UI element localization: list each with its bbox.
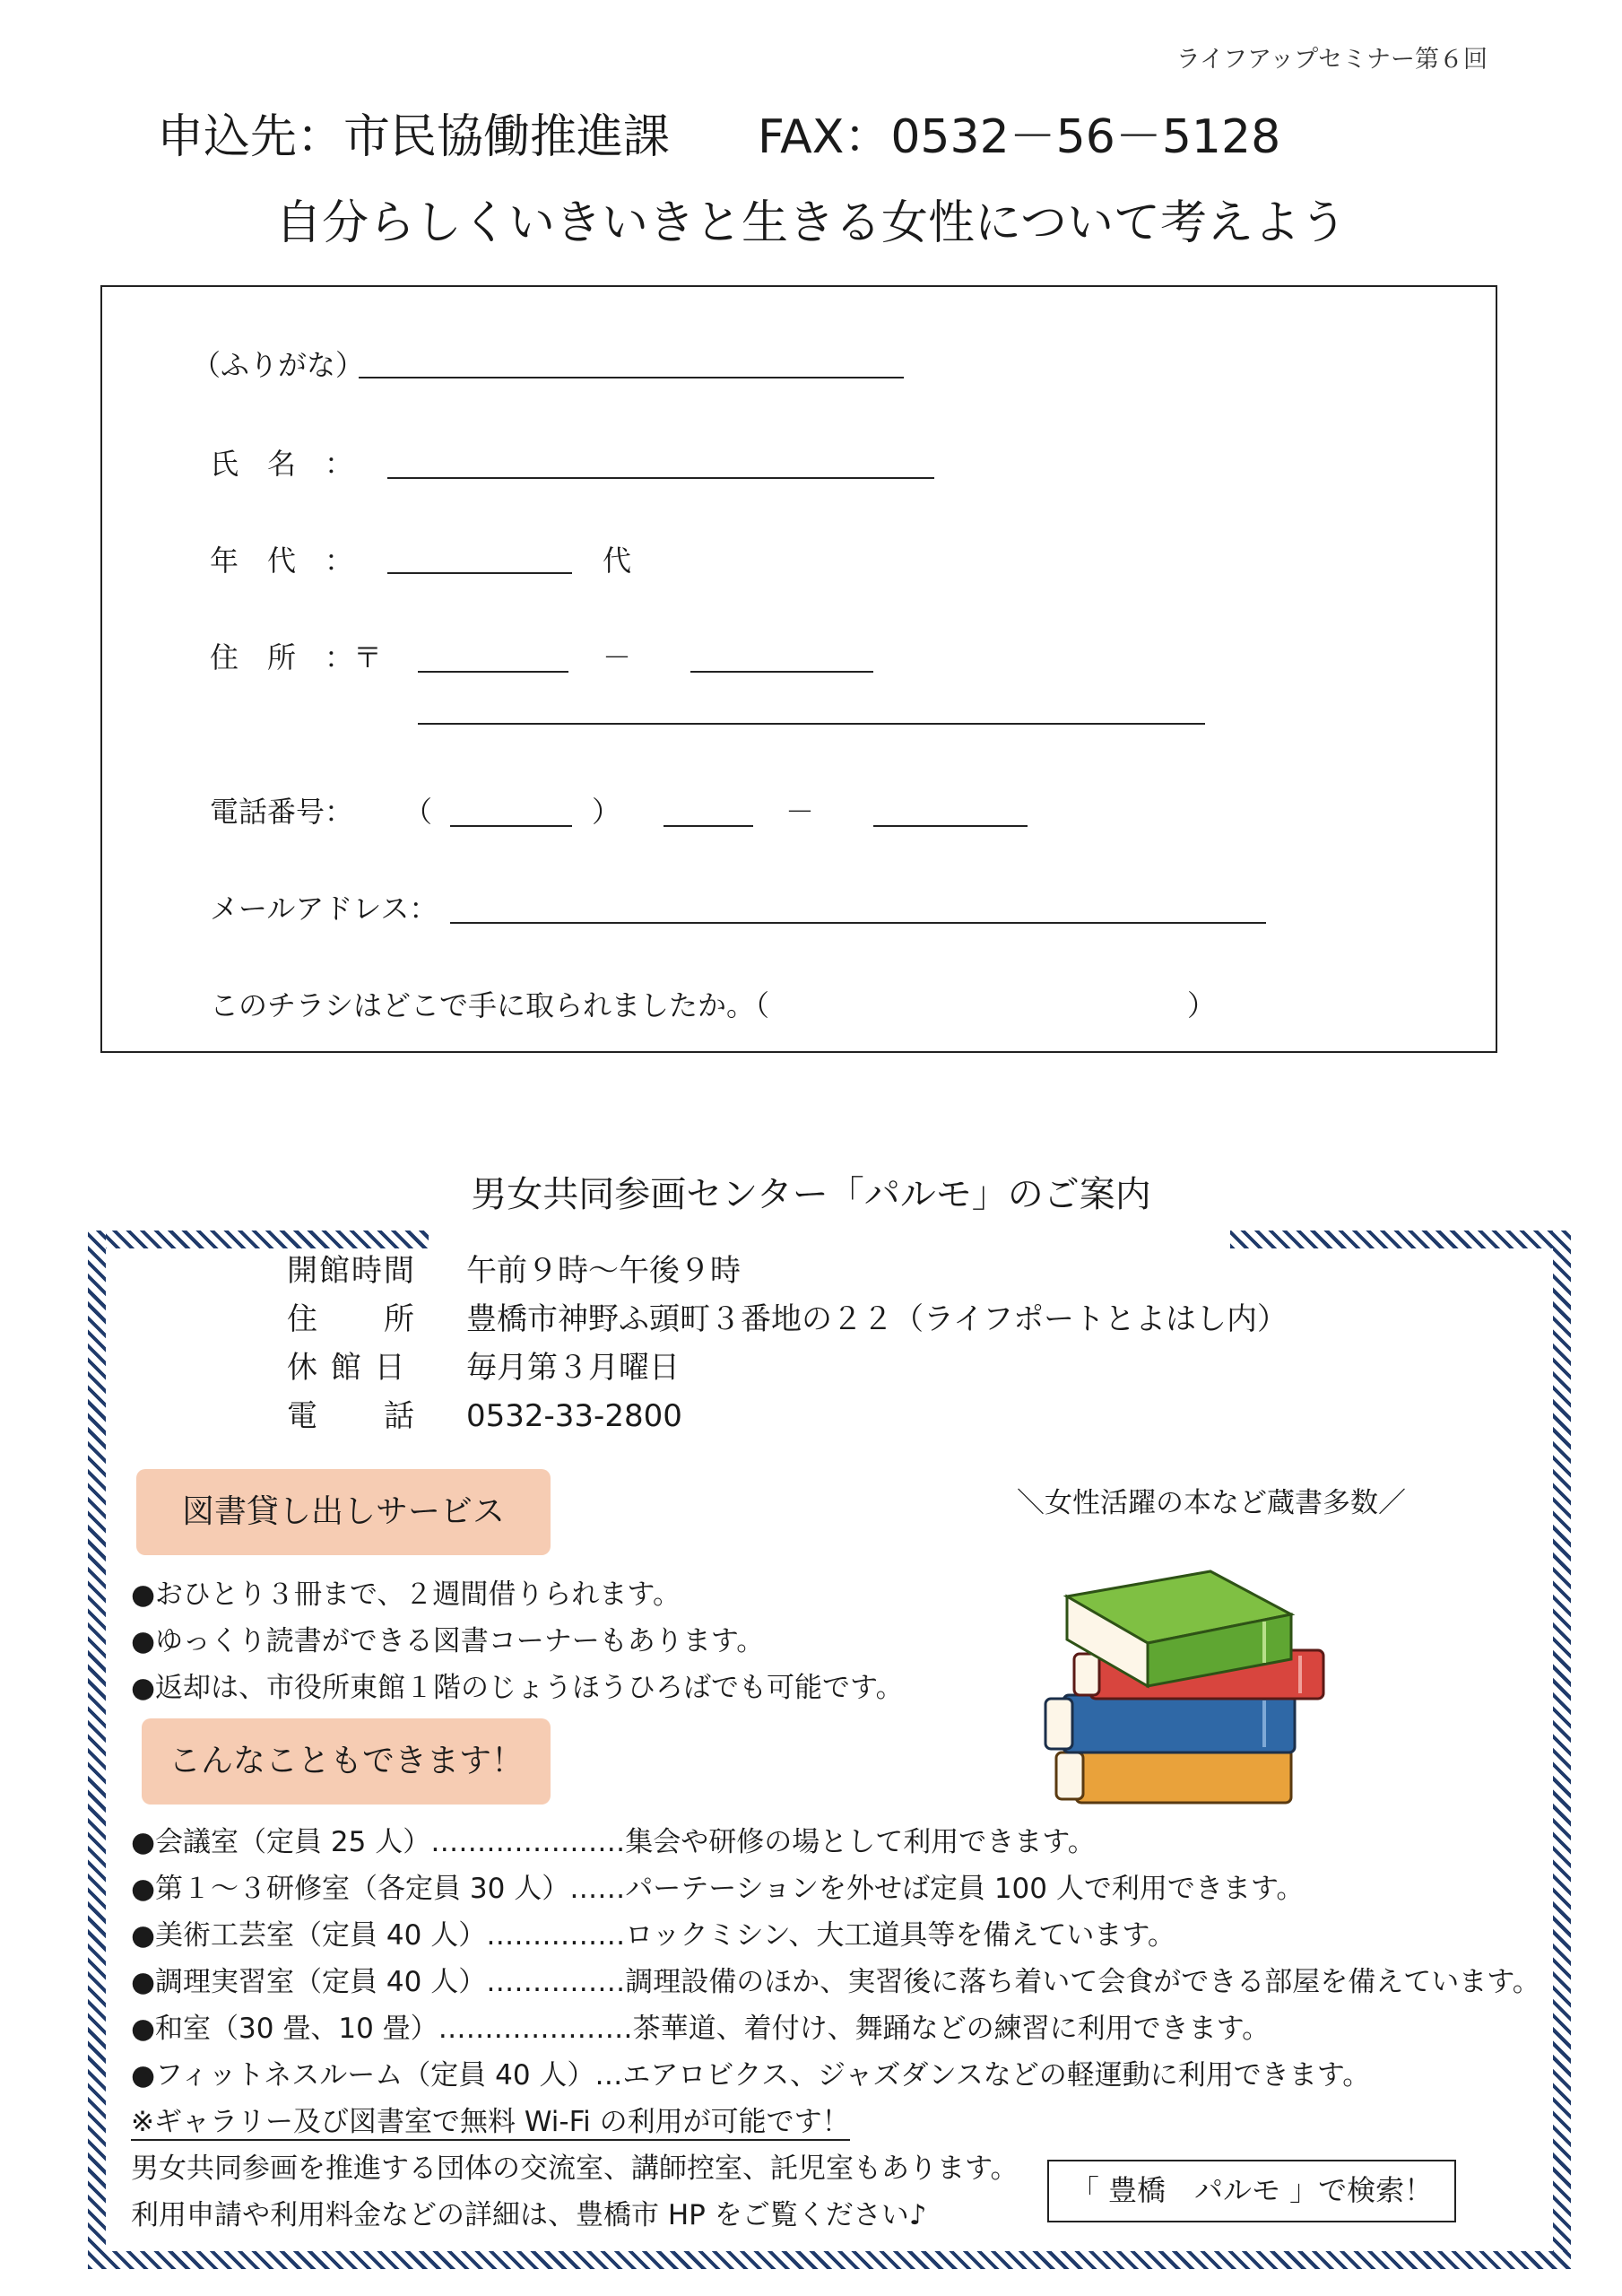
phone-area-field[interactable] — [450, 825, 572, 827]
age-unit: 代 — [603, 544, 632, 578]
address-label: 住 所 ：〒 — [210, 640, 383, 674]
info-row-closed — [287, 1344, 1288, 1392]
apply-line — [157, 99, 1281, 166]
book-orange — [1056, 1749, 1291, 1803]
rooms-note: 男女共同参画を推進する団体の交流室、講師控室、託児室もあります。 — [131, 2152, 1019, 2185]
postal-dash: － — [603, 640, 632, 674]
furigana-field[interactable] — [359, 377, 904, 378]
info-table — [287, 1247, 1288, 1440]
phone-paren-close: ） — [592, 795, 621, 829]
room-item: ●調理実習室（定員 40 人）……………調理設備のほか、実習後に落ち着いて会食ができる部屋を備えています。 — [131, 1966, 1540, 1998]
library-item: ●返却は、市役所東館１階のじょうほうひろばでも可能です。 — [131, 1672, 904, 1704]
info-row-address — [287, 1295, 1288, 1344]
age-field[interactable] — [387, 572, 572, 574]
info-value: 豊橋市神野ふ頭町３番地の２２（ライフポートとよはし内） — [466, 1301, 1288, 1337]
can-do-badge: こんなこともできます！ — [142, 1718, 551, 1805]
details-note: 利用申請や利用料金などの詳細は、豊橋市 HP をご覧ください♪ — [131, 2199, 927, 2231]
center-title: 男女共同参画センター「パルモ」のご案内 — [471, 1174, 1151, 1215]
border-stripe-top-right — [1230, 1231, 1571, 1248]
apply-to: 申込先：市民協働推進課 — [157, 110, 671, 164]
series-note: ライフアップセミナー第６回 — [1175, 46, 1488, 74]
application-form — [100, 285, 1497, 1053]
page-title: 自分らしくいきいきと生きる女性について考えよう — [275, 196, 1347, 250]
room-item: ●第１～３研修室（各定員 30 人）……パーテーションを外せば定員 100 人で利用できます。 — [131, 1873, 1305, 1905]
email-label: メールアドレス： — [210, 891, 438, 926]
books-icon — [1040, 1561, 1345, 1830]
address-field[interactable] — [418, 723, 1205, 725]
border-stripe-bottom — [88, 2251, 1571, 2269]
postal-code-1-field[interactable] — [418, 671, 568, 673]
room-item: ●和室（30 畳、10 畳）…………………茶華道、着付け、舞踊などの練習に利用できます。 — [131, 2013, 1271, 2045]
room-item: ●フィットネスルーム（定員 40 人）…エアロビクス、ジャズダンスなどの軽運動に利用できます。 — [131, 2059, 1371, 2092]
info-value: 0532-33-2800 — [466, 1398, 682, 1434]
search-hint-box: 「 豊橋 パルモ 」で検索！ — [1047, 2160, 1456, 2222]
info-row-hours — [287, 1247, 1288, 1295]
info-row-phone — [287, 1392, 1288, 1440]
phone-dash: － — [785, 795, 815, 829]
room-item: ●会議室（定員 25 人）…………………集会や研修の場として利用できます。 — [131, 1826, 1096, 1858]
info-key: 住 所 — [287, 1301, 416, 1337]
fax-number: FAX：0532－56－5128 — [758, 110, 1281, 164]
info-key: 電 話 — [287, 1398, 416, 1434]
room-item: ●美術工芸室（定員 40 人）……………ロックミシン、大工道具等を備えています。 — [131, 1919, 1175, 1952]
info-key: 開館時間 — [287, 1253, 416, 1289]
info-value: 毎月第３月曜日 — [466, 1350, 680, 1386]
border-stripe-right — [1553, 1231, 1571, 2269]
phone-label: 電話番号： — [210, 795, 354, 829]
age-label: 年 代 ： — [210, 544, 354, 578]
books-caption: ＼女性活躍の本など蔵書多数／ — [1017, 1487, 1406, 1519]
source-close-paren: ） — [1187, 988, 1217, 1022]
phone-number-field[interactable] — [873, 825, 1028, 827]
border-stripe-left — [88, 1231, 106, 2269]
book-blue — [1045, 1695, 1295, 1752]
source-question: このチラシはどこで手に取られましたか。（ — [210, 988, 770, 1022]
wifi-note: ※ギャラリー及び図書室で無料 Wi-Fi の利用が可能です！ — [131, 2099, 850, 2141]
postal-code-2-field[interactable] — [690, 671, 873, 673]
library-service-badge: 図書貸し出しサービス — [136, 1469, 551, 1555]
phone-paren-open: （ — [403, 795, 433, 829]
library-item: ●おひとり３冊まで、２週間借りられます。 — [131, 1578, 681, 1611]
name-label: 氏 名 ： — [210, 447, 354, 481]
phone-exchange-field[interactable] — [664, 825, 753, 827]
border-stripe-top-left — [88, 1231, 429, 1248]
name-field[interactable] — [387, 477, 934, 479]
furigana-label: （ふりがな） — [192, 348, 365, 382]
email-field[interactable] — [450, 922, 1266, 924]
library-item: ●ゆっくり読書ができる図書コーナーもあります。 — [131, 1625, 765, 1657]
info-value: 午前９時～午後９時 — [466, 1253, 741, 1289]
info-key: 休 館 日 — [287, 1350, 407, 1386]
